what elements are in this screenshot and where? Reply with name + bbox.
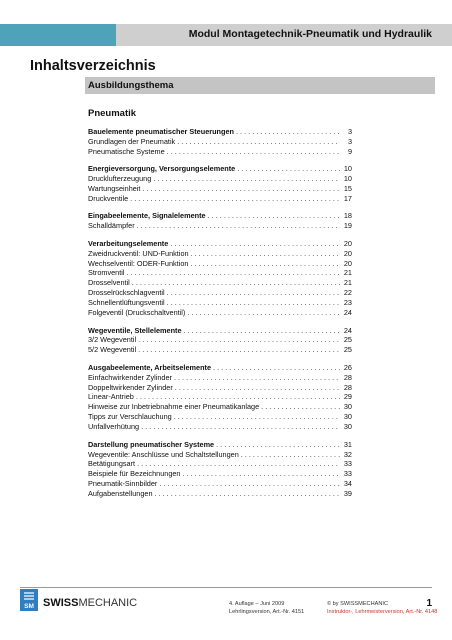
- toc-entry-row: [88, 450, 352, 460]
- toc-group: [88, 440, 352, 499]
- footer-edition-block: [229, 600, 304, 616]
- toc-page-number: 31: [343, 439, 352, 449]
- toc-page-number: 15: [343, 184, 352, 194]
- toc-entry-title: Schnellentlüftungsventil: [88, 298, 165, 308]
- toc-entry-row: [88, 278, 352, 288]
- toc-entry-title: Grundlagen der Pneumatik: [88, 136, 176, 146]
- toc-entry-title: 3/2 Wegeventil: [88, 335, 137, 345]
- toc-chapter-row: [88, 363, 352, 373]
- toc-entry-row: [88, 402, 352, 412]
- toc-leader-dots: [132, 278, 340, 288]
- toc-leader-dots: [137, 221, 340, 231]
- toc-leader-dots: [138, 345, 340, 355]
- toc-leader-dots: [241, 450, 340, 460]
- toc-page-number: 18: [343, 211, 352, 221]
- toc-entry-row: [88, 459, 352, 469]
- toc-entry-row: [88, 335, 352, 345]
- toc-entry-title: Wegeventile: Anschlüsse und Schaltstellungen: [88, 449, 239, 459]
- toc-leader-dots: [167, 298, 340, 308]
- toc-page-number: 30: [343, 402, 352, 412]
- toc-page-number: 17: [343, 193, 352, 203]
- toc-group: [88, 164, 352, 204]
- toc-entry-title: Zweidruckventil: UND-Funktion: [88, 248, 189, 258]
- toc-page-number: 33: [343, 459, 352, 469]
- toc-page-number: 25: [343, 335, 352, 345]
- toc-group: [88, 363, 352, 432]
- toc-page-number: 24: [343, 325, 352, 335]
- toc-entry-title: Wegeventile, Stellelemente: [88, 325, 182, 335]
- toc-group: [88, 326, 352, 356]
- toc-entry-title: Energieversorgung, Versorgungselemente: [88, 164, 236, 174]
- brand-name: SWISSMECHANIC: [43, 597, 138, 609]
- toc-entry-row: [88, 383, 352, 393]
- toc-leader-dots: [167, 288, 340, 298]
- toc-leader-dots: [216, 440, 340, 450]
- table-of-contents: [88, 127, 352, 507]
- toc-entry-title: Ausgabeelemente, Arbeitselemente: [88, 362, 212, 372]
- footer-copyright-block: [327, 600, 437, 616]
- toc-entry-row: [88, 288, 352, 298]
- toc-leader-dots: [183, 469, 341, 479]
- toc-entry-row: [88, 147, 352, 157]
- toc-entry-title: Pneumatik-Sinnbilder: [88, 479, 158, 489]
- toc-entry-title: Schalldämpfer: [88, 221, 135, 231]
- edition-text: 4. Auflage – Juni 2009: [229, 601, 285, 607]
- toc-page-number: 26: [343, 362, 352, 372]
- toc-entry-title: Beispiele für Bezeichnungen: [88, 469, 181, 479]
- toc-chapter-row: [88, 326, 352, 336]
- toc-page-number: 28: [343, 372, 352, 382]
- toc-leader-dots: [167, 147, 340, 157]
- toc-leader-dots: [136, 392, 340, 402]
- toc-group: [88, 239, 352, 318]
- toc-leader-dots: [170, 239, 340, 249]
- toc-entry-title: Stromventil: [88, 268, 125, 278]
- page-title: Inhaltsverzeichnis: [30, 58, 156, 74]
- swissmechanic-logo: [20, 589, 38, 611]
- toc-entry-title: 5/2 Wegeventil: [88, 345, 137, 355]
- toc-page-number: 23: [343, 298, 352, 308]
- toc-page-number: 3: [347, 136, 352, 146]
- toc-entry-title: Druckventile: [88, 193, 129, 203]
- toc-leader-dots: [153, 174, 340, 184]
- toc-entry-row: [88, 412, 352, 422]
- toc-entry-title: Wechselventil: ODER-Funktion: [88, 258, 189, 268]
- toc-page-number: 10: [343, 174, 352, 184]
- toc-entry-row: [88, 469, 352, 479]
- toc-leader-dots: [159, 479, 340, 489]
- toc-entry-row: [88, 259, 352, 269]
- toc-page-number: 39: [343, 489, 352, 499]
- toc-leader-dots: [174, 373, 340, 383]
- toc-entry-row: [88, 221, 352, 231]
- toc-leader-dots: [137, 459, 340, 469]
- toc-group: [88, 211, 352, 231]
- copyright-text: © by SWISSMECHANIC: [327, 601, 388, 607]
- toc-chapter-row: [88, 127, 352, 137]
- toc-page-number: 33: [343, 469, 352, 479]
- toc-leader-dots: [127, 268, 341, 278]
- toc-entry-row: [88, 298, 352, 308]
- toc-leader-dots: [208, 211, 340, 221]
- toc-page-number: 29: [343, 392, 352, 402]
- toc-page-number: 24: [343, 308, 352, 318]
- toc-entry-row: [88, 184, 352, 194]
- page-number: 1: [426, 598, 432, 609]
- toc-entry-title: Eingabeelemente, Signalelemente: [88, 211, 206, 221]
- module-title: Modul Montagetechnik-Pneumatik und Hydraulik: [188, 28, 432, 40]
- toc-page-number: 20: [343, 238, 352, 248]
- toc-entry-title: Unfallverhütung: [88, 422, 140, 432]
- toc-entry-row: [88, 249, 352, 259]
- toc-entry-row: [88, 194, 352, 204]
- toc-leader-dots: [174, 412, 340, 422]
- toc-entry-row: [88, 489, 352, 499]
- toc-entry-row: [88, 137, 352, 147]
- toc-entry-title: Drosselventil: [88, 278, 130, 288]
- toc-page-number: 25: [343, 345, 352, 355]
- toc-entry-title: Bauelemente pneumatischer Steuerungen: [88, 127, 234, 136]
- toc-group: [88, 127, 352, 157]
- toc-page-number: 22: [343, 288, 352, 298]
- toc-entry-title: Folgeventil (Druckschaltventil): [88, 308, 186, 318]
- toc-entry-title: Darstellung pneumatischer Systeme: [88, 439, 215, 449]
- toc-leader-dots: [213, 363, 340, 373]
- toc-entry-row: [88, 479, 352, 489]
- toc-leader-dots: [191, 249, 340, 259]
- footer-divider: [20, 587, 432, 588]
- toc-page-number: 21: [343, 278, 352, 288]
- toc-page-number: 30: [343, 422, 352, 432]
- toc-page-number: 21: [343, 268, 352, 278]
- toc-chapter-row: [88, 239, 352, 249]
- toc-chapter-row: [88, 164, 352, 174]
- theme-label: Ausbildungsthema: [88, 80, 174, 91]
- toc-entry-title: Einfachwirkender Zylinder: [88, 372, 172, 382]
- toc-entry-row: [88, 373, 352, 383]
- toc-page-number: 34: [343, 479, 352, 489]
- toc-page-number: 20: [343, 248, 352, 258]
- toc-leader-dots: [138, 335, 340, 345]
- toc-chapter-row: [88, 440, 352, 450]
- toc-entry-row: [88, 392, 352, 402]
- toc-leader-dots: [187, 308, 340, 318]
- toc-entry-title: Drucklufterzeugung: [88, 174, 152, 184]
- toc-entry-title: Aufgabenstellungen: [88, 489, 153, 499]
- toc-leader-dots: [155, 489, 340, 499]
- toc-leader-dots: [190, 259, 340, 269]
- toc-entry-row: [88, 345, 352, 355]
- toc-leader-dots: [177, 137, 340, 147]
- toc-entry-row: [88, 174, 352, 184]
- toc-page-number: 32: [343, 449, 352, 459]
- toc-entry-title: Tipps zur Verschlauchung: [88, 412, 172, 422]
- toc-entry-title: Verarbeitungselemente: [88, 238, 169, 248]
- toc-chapter-row: [88, 211, 352, 221]
- toc-leader-dots: [142, 184, 340, 194]
- header-accent: [0, 24, 116, 46]
- toc-page-number: 19: [343, 221, 352, 231]
- logo-text: SM: [24, 603, 34, 610]
- toc-entry-title: Linear-Antrieb: [88, 392, 134, 402]
- toc-leader-dots: [261, 402, 340, 412]
- toc-leader-dots: [236, 127, 340, 137]
- toc-entry-row: [88, 268, 352, 278]
- toc-page-number: 9: [347, 146, 352, 156]
- toc-entry-title: Pneumatische Systeme: [88, 146, 165, 156]
- toc-entry-title: Drosselrückschlagventil: [88, 288, 165, 298]
- toc-entry-title: Doppeltwirkender Zylinder: [88, 382, 173, 392]
- toc-page-number: 10: [343, 164, 352, 174]
- toc-leader-dots: [141, 422, 340, 432]
- toc-entry-row: [88, 422, 352, 432]
- toc-entry-title: Hinweise zur Inbetriebnahme einer Pneumatikanlage: [88, 402, 260, 412]
- toc-leader-dots: [175, 383, 340, 393]
- toc-page-number: 30: [343, 412, 352, 422]
- learner-version-text: Lehrlingsversion, Art.-Nr. 4151: [229, 609, 305, 615]
- toc-entry-title: Wartungseinheit: [88, 184, 141, 194]
- section-heading: Pneumatik: [88, 108, 137, 119]
- toc-page-number: 3: [347, 127, 352, 136]
- toc-leader-dots: [184, 326, 340, 336]
- toc-entry-title: Betätigungsart: [88, 459, 136, 469]
- toc-leader-dots: [130, 194, 340, 204]
- toc-entry-row: [88, 308, 352, 318]
- toc-page-number: 28: [343, 382, 352, 392]
- instructor-version-text: Instruktor-, Lehrmeisterversion, Art.-Nr. 4148: [327, 609, 438, 615]
- toc-leader-dots: [237, 164, 340, 174]
- toc-page-number: 20: [343, 258, 352, 268]
